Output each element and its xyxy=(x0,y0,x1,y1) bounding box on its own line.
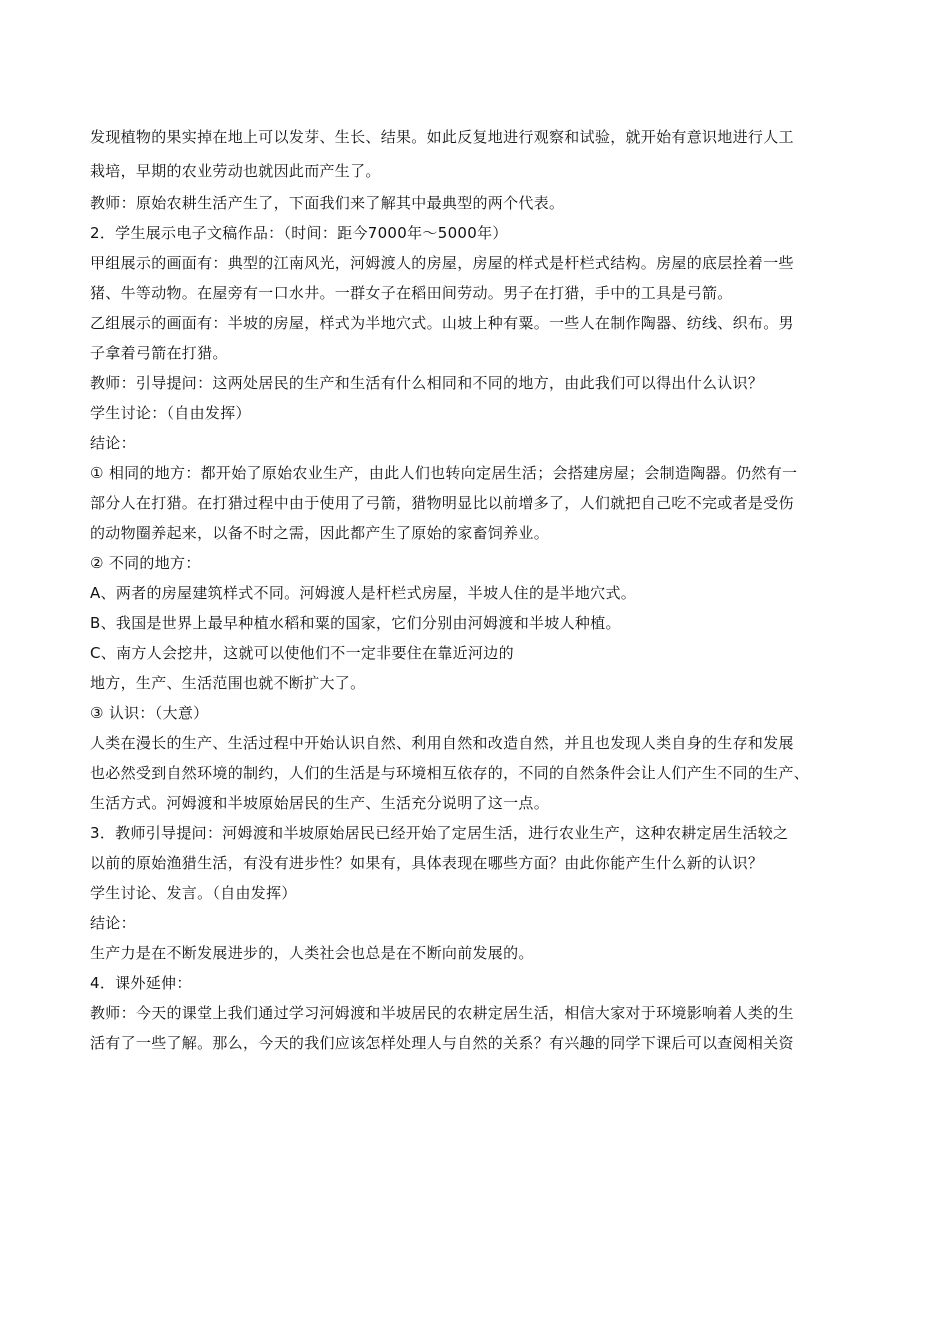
text-line: 教师：引导提问：这两处居民的生产和生活有什么相同和不同的地方，由此我们可以得出什么认识？ xyxy=(90,374,764,392)
text-line: 结论： xyxy=(90,434,136,452)
section-heading: 3．教师引导提问：河姆渡和半坡原始居民已经开始了定居生活，进行农业生产，这种农耕定居生活较之 xyxy=(90,824,789,842)
text-line: 教师：原始农耕生活产生了，下面我们来了解其中最典型的两个代表。 xyxy=(90,194,565,212)
text-line: B、我国是世界上最早种植水稻和粟的国家，它们分别由河姆渡和半坡人种植。 xyxy=(90,614,621,632)
text-line: 结论： xyxy=(90,914,136,932)
text-line: 部分人在打猎。在打猎过程中由于使用了弓箭，猎物明显比以前增多了，人们就把自己吃不完或者是受伤 xyxy=(90,494,794,512)
text-line: 子拿着弓箭在打猎。 xyxy=(90,344,228,362)
text-line: 生产力是在不断发展进步的，人类社会也总是在不断向前发展的。 xyxy=(90,944,534,962)
text-line: 教师：今天的课堂上我们通过学习河姆渡和半坡居民的农耕定居生活，相信大家对于环境影响着人类的生 xyxy=(90,1004,794,1022)
text-line: ③ 认识：（大意） xyxy=(90,704,209,722)
text-line: 以前的原始渔猎生活，有没有进步性？如果有，具体表现在哪些方面？由此你能产生什么新的认识？ xyxy=(90,854,764,872)
text-line: 地方，生产、生活范围也就不断扩大了。 xyxy=(90,674,366,692)
text-line: 猪、牛等动物。在屋旁有一口水井。一群女子在稻田间劳动。男子在打猎，手中的工具是弓箭。 xyxy=(90,284,733,302)
text-line: 也必然受到自然环境的制约，人们的生活是与环境相互依存的，不同的自然条件会让人们产生不同的生产、 xyxy=(90,764,810,782)
text-line: 学生讨论：（自由发挥） xyxy=(90,404,251,422)
text-line: 栽培，早期的农业劳动也就因此而产生了。 xyxy=(90,162,381,180)
text-line: 活有了一些了解。那么，今天的我们应该怎样处理人与自然的关系？有兴趣的同学下课后可以查阅相关资 xyxy=(90,1034,794,1052)
text-line: 甲组展示的画面有：典型的江南风光，河姆渡人的房屋，房屋的样式是杆栏式结构。房屋的底层拴着一些 xyxy=(90,254,794,272)
text-line: 学生讨论、发言。（自由发挥） xyxy=(90,884,297,902)
text-line: ① 相同的地方：都开始了原始农业生产，由此人们也转向定居生活；会搭建房屋；会制造陶器。仍然有一 xyxy=(90,464,798,482)
text-line: 发现植物的果实掉在地上可以发芽、生长、结果。如此反复地进行观察和试验，就开始有意识地进行人工 xyxy=(90,128,794,146)
text-line: C、南方人会挖井，这就可以使他们不一定非要住在靠近河边的 xyxy=(90,644,514,662)
text-line: ② 不同的地方： xyxy=(90,554,201,572)
text-line: 生活方式。河姆渡和半坡原始居民的生产、生活充分说明了这一点。 xyxy=(90,794,550,812)
text-line: 人类在漫长的生产、生活过程中开始认识自然、利用自然和改造自然，并且也发现人类自身的生存和发展 xyxy=(90,734,794,752)
section-heading: 4．课外延伸： xyxy=(90,974,192,992)
section-heading: 2．学生展示电子文稿作品：（时间：距今7000年～5000年） xyxy=(90,224,508,242)
text-line: 乙组展示的画面有：半坡的房屋，样式为半地穴式。山坡上种有粟。一些人在制作陶器、纺线、织布。男 xyxy=(90,314,794,332)
text-line: A、两者的房屋建筑样式不同。河姆渡人是杆栏式房屋，半坡人住的是半地穴式。 xyxy=(90,584,637,602)
document-body xyxy=(90,120,870,1058)
text-line: 的动物圈养起来，以备不时之需，因此都产生了原始的家畜饲养业。 xyxy=(90,524,550,542)
